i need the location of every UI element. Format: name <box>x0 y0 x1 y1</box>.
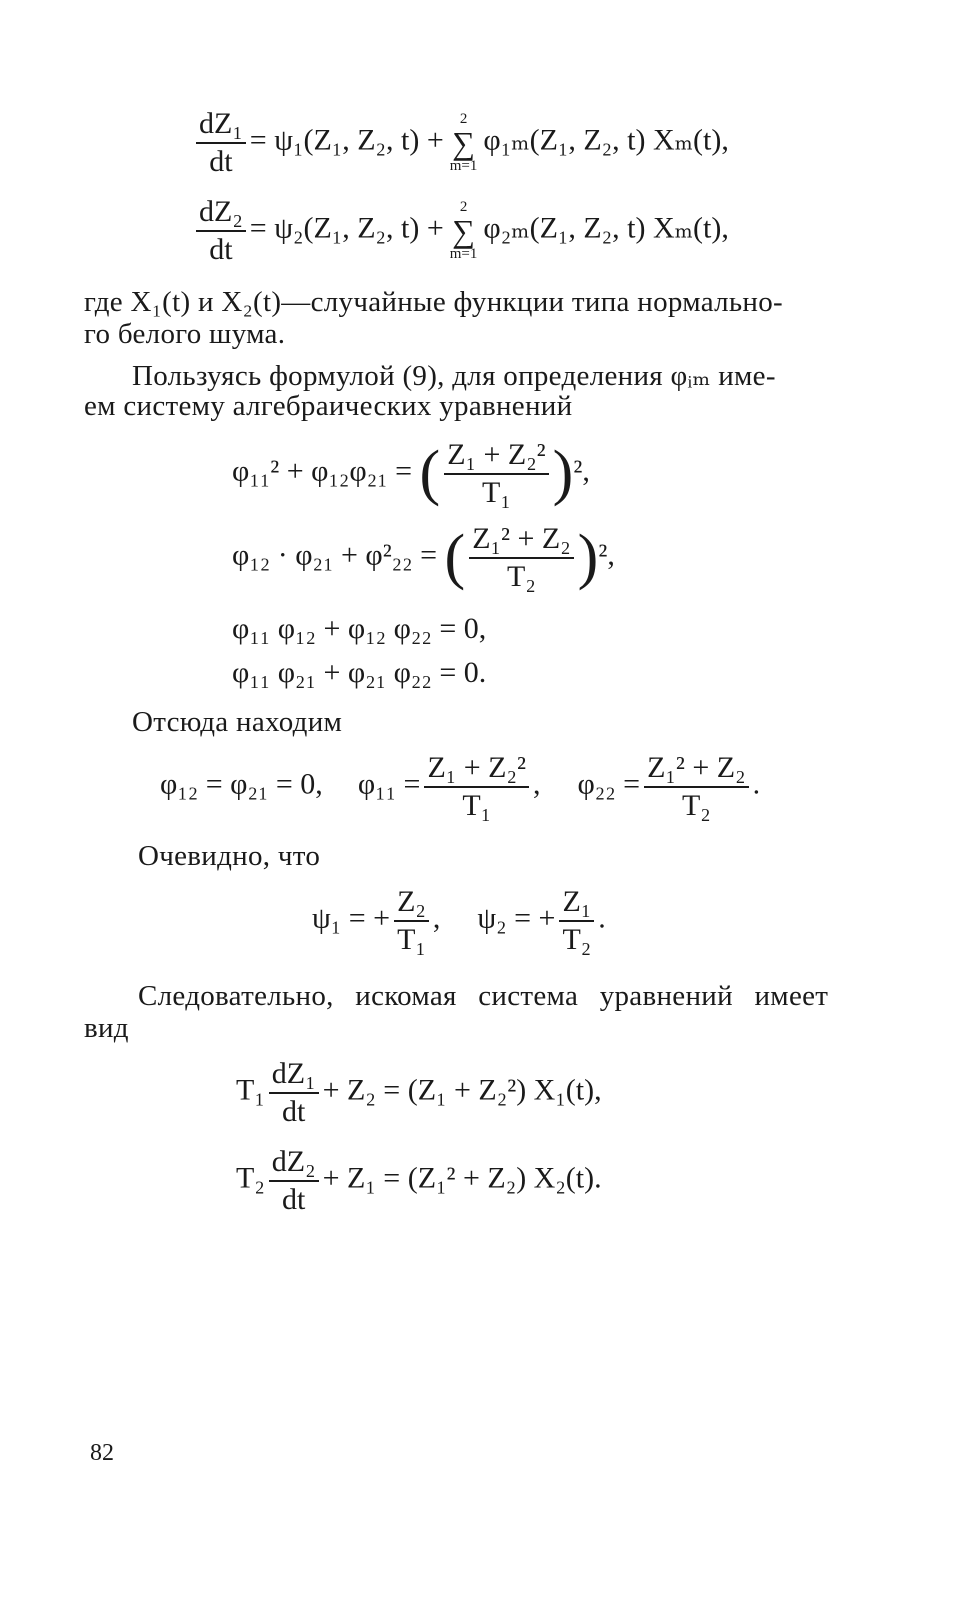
solution-line <box>160 752 760 821</box>
equation-rhs-part: φ₂ₘ(Z₁, Z₂, t) Xₘ(t), <box>483 211 729 245</box>
paragraph-line: го белого шума. <box>84 318 286 350</box>
fraction-numerator: dZ₁ <box>196 108 246 144</box>
psi-part: , <box>432 901 441 935</box>
solution-part: φ₂₂ = <box>577 767 641 801</box>
equation-tail: ², <box>598 538 615 572</box>
fraction <box>196 108 246 177</box>
solution-part: φ₁₂ = φ₂₁ = 0, <box>160 767 323 801</box>
paragraph-line: ем систему алгебраических уравнений <box>84 390 573 422</box>
paragraph-line: вид <box>84 1012 129 1044</box>
sum-lower-limit: m=1 <box>449 245 478 262</box>
psi-part: . <box>598 901 606 935</box>
fraction <box>269 1146 319 1215</box>
equation-coefficient: T₁ <box>236 1073 265 1107</box>
equation-tail: ², <box>573 454 590 488</box>
equation-coefficient: T₂ <box>236 1161 265 1195</box>
fraction-denominator: T₁ <box>462 788 492 822</box>
fraction-denominator: dt <box>282 1182 306 1216</box>
algebraic-equation-2: φ₁₂ · φ₂₁ + φ²₂₂ = ( $\frac{\text{Z₁² + Z₂}}{\text{T₂}}$ )², <box>232 522 615 593</box>
fraction-denominator: dt <box>209 144 233 178</box>
equation-dz1 <box>192 108 729 177</box>
equation-rhs-part: φ₁ₘ(Z₁, Z₂, t) Xₘ(t), <box>483 123 729 157</box>
fraction-numerator: Z₂ <box>394 886 429 922</box>
fraction <box>424 752 528 821</box>
paragraph-line: Очевидно, что <box>138 840 321 872</box>
paragraph-line: где X₁(t) и X₂(t)—случайные функции типа нормально- <box>84 286 783 318</box>
fraction-denominator: T₁ <box>482 475 511 509</box>
fraction-denominator: T₂ <box>681 788 711 822</box>
summation-sign: 2 ∑ m=1 <box>449 198 478 262</box>
fraction <box>269 1058 319 1127</box>
fraction-denominator: dt <box>209 232 233 266</box>
fraction-numerator: Z₁ + Z₂² <box>444 439 548 475</box>
algebraic-equation-3: φ₁₁ φ₁₂ + φ₁₂ φ₂₂ = 0, <box>232 612 487 645</box>
fraction-denominator: T₁ <box>397 922 426 956</box>
fraction-denominator: dt <box>282 1094 306 1128</box>
solution-part: . <box>752 767 761 801</box>
final-equation-1 <box>236 1058 602 1127</box>
sum-upper-limit: 2 <box>459 110 468 127</box>
fraction <box>444 439 548 508</box>
psi-part: ψ₂ = + <box>477 901 556 935</box>
page-number: 82 <box>90 1440 114 1466</box>
fraction-numerator: dZ₂ <box>196 196 246 232</box>
fraction <box>469 523 573 592</box>
fraction-denominator: T₂ <box>562 922 592 956</box>
fraction-numerator: dZ₂ <box>269 1146 319 1182</box>
final-equation-2 <box>236 1146 602 1215</box>
solution-part: , <box>532 767 541 801</box>
equation-lhs: φ₁₁² + φ₁₂φ₂₁ = <box>232 454 413 488</box>
solution-part: φ₁₁ = <box>357 767 421 801</box>
psi-part: ψ₁ = + <box>312 901 391 935</box>
fraction-numerator: Z₁ <box>559 886 594 922</box>
equation-dz2 <box>192 196 729 265</box>
equation-rhs: + Z₁ = (Z₁² + Z₂) X₂(t). <box>322 1161 602 1195</box>
paragraph-line: Пользуясь формулой (9), для определения φᵢₘ име- <box>132 360 776 392</box>
algebraic-equation-1: φ₁₁² + φ₁₂φ₂₁ = ( $\frac{\text{Z₁ + Z₂²}}{\text{T₁}}$ )², <box>232 438 590 509</box>
paragraph-line: Следовательно, искомая система уравнений имеет <box>138 980 829 1012</box>
summation-sign: 2 ∑ m=1 <box>449 110 478 174</box>
fraction-numerator: Z₁² + Z₂ <box>644 752 748 788</box>
algebraic-equation-4: φ₁₁ φ₂₁ + φ₂₁ φ₂₂ = 0. <box>232 656 487 689</box>
fraction-numerator: Z₁² + Z₂ <box>469 523 573 559</box>
fraction <box>394 886 429 955</box>
psi-line <box>312 886 606 955</box>
fraction <box>559 886 594 955</box>
paragraph-line: Отсюда находим <box>132 706 343 738</box>
sum-lower-limit: m=1 <box>449 157 478 174</box>
fraction-numerator: dZ₁ <box>269 1058 319 1094</box>
fraction-numerator: Z₁ + Z₂² <box>424 752 528 788</box>
fraction <box>644 752 748 821</box>
equation-lhs: φ₁₂ · φ₂₁ + φ²₂₂ = <box>232 538 438 572</box>
fraction-denominator: T₂ <box>507 559 536 593</box>
sum-upper-limit: 2 <box>459 198 468 215</box>
equation-rhs: + Z₂ = (Z₁ + Z₂²) X₁(t), <box>322 1073 602 1107</box>
fraction <box>196 196 246 265</box>
equation-rhs-part: = ψ₁(Z₁, Z₂, t) + <box>249 123 444 157</box>
equation-rhs-part: = ψ₂(Z₁, Z₂, t) + <box>249 211 444 245</box>
